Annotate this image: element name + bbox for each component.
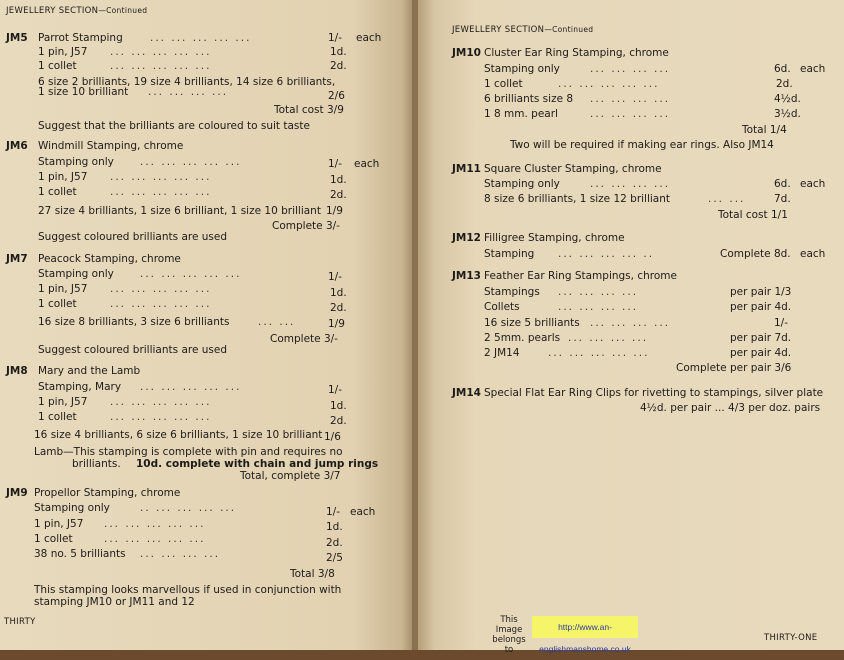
price: 2/5 <box>326 552 343 564</box>
item-title: Square Cluster Stamping, chrome <box>484 163 662 175</box>
line-text: 1 collet <box>34 533 73 545</box>
page-header: JEWELLERY SECTION—Continued <box>6 6 148 16</box>
note: Suggest coloured brilliants are used <box>38 231 228 243</box>
price: 1/9 <box>328 318 345 330</box>
price: 2d. <box>326 537 343 549</box>
line-text: Stampings <box>484 286 540 298</box>
price: 1d. <box>330 287 347 299</box>
price: 1d. <box>330 400 347 412</box>
page-number: THIRTY <box>4 617 36 627</box>
leader-dots: ... ... ... ... ... <box>110 186 212 198</box>
leader-dots: .. ... ... ... ... <box>140 502 237 514</box>
right-page <box>418 0 844 650</box>
line-text: 6 size 2 brilliants, 19 size 4 brilliants, 14 size 6 brilliants, <box>38 76 336 88</box>
price: 1/- <box>774 317 789 329</box>
line-text: 16 size 4 brilliants, 6 size 6 brilliants, 1 size 10 brilliant <box>34 429 323 441</box>
left-page <box>0 0 414 650</box>
page-number: THIRTY-ONE <box>764 633 818 643</box>
leader-dots: ... ... ... ... ... <box>104 533 206 545</box>
price: 1/- <box>328 384 343 396</box>
line-text: 2 5mm. pearls <box>484 332 561 344</box>
lamb-note: brilliants. <box>72 458 121 470</box>
item-code: JM12 <box>452 232 481 244</box>
price: 1/- <box>326 506 341 518</box>
line-text: 2 JM14 <box>484 347 520 359</box>
line-text: Stamping only <box>484 63 560 75</box>
lamb-note: Lamb—This stamping is complete with pin and requires no <box>34 446 343 458</box>
price: 6d. <box>774 178 791 190</box>
leader-dots: ... ... ... ... ... <box>110 298 212 310</box>
item-title: Feather Ear Ring Stampings, chrome <box>484 270 677 282</box>
leader-dots: ... ... ... ... ... <box>558 78 660 90</box>
note: Suggest that the brilliants are coloured to suit taste <box>38 120 310 132</box>
price: per pair 1/3 <box>730 286 792 298</box>
leader-dots: ... ... ... ... <box>558 286 639 298</box>
line-text: 1 collet <box>38 186 77 198</box>
leader-dots: ... ... ... ... <box>590 108 671 120</box>
leader-dots: ... ... ... ... ... <box>110 396 212 408</box>
item-code: JM9 <box>6 487 28 499</box>
price: 1d. <box>330 174 347 186</box>
line-text: 1 pin, J57 <box>38 396 88 408</box>
price: 1/9 <box>326 205 343 217</box>
price: 2d. <box>776 78 793 90</box>
line-text: 1 8 mm. pearl <box>484 108 558 120</box>
leader-dots: ... ... ... ... ... <box>548 347 650 359</box>
price: 1/- <box>328 271 343 283</box>
leader-dots: ... ... ... ... ... <box>110 46 212 58</box>
line-text: 1 pin, J57 <box>34 518 84 530</box>
price: 6d. <box>774 63 791 75</box>
item-code: JM14 <box>452 387 481 399</box>
watermark <box>488 613 640 655</box>
item-code: JM5 <box>6 32 28 44</box>
price: 1/- <box>328 158 343 170</box>
item-code: JM8 <box>6 365 28 377</box>
note: stamping JM10 or JM11 and 12 <box>34 596 195 608</box>
line-text: Stamping only <box>38 156 114 168</box>
total: Total, complete 3/7 <box>240 470 341 482</box>
leader-dots: ... ... ... ... <box>590 317 671 329</box>
leader-dots: ... ... ... ... ... <box>140 156 242 168</box>
leader-dots: ... ... ... ... <box>140 548 221 560</box>
price: 1d. <box>330 46 347 58</box>
item-title: Propellor Stamping, chrome <box>34 487 181 499</box>
price: 2d. <box>330 60 347 72</box>
line-text: Stamping only <box>34 502 110 514</box>
leader-dots: ... ... ... ... <box>590 178 671 190</box>
line-text: 1 size 10 brilliant <box>38 86 129 98</box>
price: per pair 4d. <box>730 301 792 313</box>
line-text: Stamping <box>484 248 535 260</box>
price: 2/6 <box>328 90 345 102</box>
line-text: 6 brilliants size 8 <box>484 93 574 105</box>
item-title: Windmill Stamping, chrome <box>38 140 184 152</box>
total: Total 3/8 <box>290 568 335 580</box>
total: Total 1/4 <box>742 124 787 136</box>
price: 1/6 <box>324 431 341 443</box>
unit: each <box>354 158 380 170</box>
item-title: Special Flat Ear Ring Clips for rivetting to stampings, silver plate <box>484 387 824 399</box>
price: 3½d. <box>774 108 801 120</box>
total: Total cost 3/9 <box>274 104 344 116</box>
line-text: 16 size 5 brilliants <box>484 317 580 329</box>
total: Complete 3/- <box>270 333 338 345</box>
item-title: Mary and the Lamb <box>38 365 141 377</box>
leader-dots: ... ... ... ... ... <box>104 518 206 530</box>
line-text: 1 pin, J57 <box>38 46 88 58</box>
line-text: 38 no. 5 brilliants <box>34 548 126 560</box>
leader-dots: ... ... <box>708 193 746 205</box>
leader-dots: ... ... ... ... ... <box>140 268 242 280</box>
leader-dots: ... ... ... ... ... <box>110 60 212 72</box>
note: Suggest coloured brilliants are used <box>38 344 228 356</box>
leader-dots: ... ... ... ... <box>148 86 229 98</box>
line-text: 1 collet <box>38 411 77 423</box>
price: 4½d. <box>774 93 801 105</box>
item-title: Parrot Stamping <box>38 32 123 44</box>
item-code: JM13 <box>452 270 481 282</box>
line-text: 1 collet <box>38 298 77 310</box>
price: 2d. <box>330 189 347 201</box>
leader-dots: ... ... ... ... ... <box>110 411 212 423</box>
price: per pair 4d. <box>730 347 792 359</box>
leader-dots: ... ... <box>258 316 296 328</box>
line-text: Stamping only <box>484 178 560 190</box>
total: Total cost 1/1 <box>718 209 788 221</box>
note: This stamping looks marvellous if used in conjunction with <box>34 584 342 596</box>
line-text: 1 pin, J57 <box>38 283 88 295</box>
price: 2d. <box>330 415 347 427</box>
leader-dots: ... ... ... ... <box>590 93 671 105</box>
watermark-label: This Image belongs to <box>492 615 526 655</box>
price: 1d. <box>326 521 343 533</box>
line-text: Collets <box>484 301 520 313</box>
line-text: 16 size 8 brilliants, 3 size 6 brilliants <box>38 316 230 328</box>
lamb-price: 10d. complete with chain and jump rings <box>136 458 379 470</box>
leader-dots: ... ... ... ... ... <box>140 381 242 393</box>
item-title: Filligree Stamping, chrome <box>484 232 625 244</box>
total: Complete 3/- <box>272 220 340 232</box>
price: 1/- <box>328 32 343 44</box>
item-code: JM7 <box>6 253 28 265</box>
price: per pair 7d. <box>730 332 792 344</box>
line-text: 8 size 6 brilliants, 1 size 12 brilliant <box>484 193 671 205</box>
leader-dots: ... ... ... ... <box>568 332 649 344</box>
unit: each <box>800 248 826 260</box>
item-code: JM11 <box>452 163 481 175</box>
unit: each <box>800 63 826 75</box>
leader-dots: ... ... ... ... ... <box>110 171 212 183</box>
leader-dots: ... ... ... ... <box>590 63 671 75</box>
leader-dots: ... ... ... ... ... <box>110 283 212 295</box>
price: 2d. <box>330 302 347 314</box>
line-text: Stamping only <box>38 268 114 280</box>
line-text: Stamping, Mary <box>38 381 122 393</box>
leader-dots: ... ... ... ... <box>558 301 639 313</box>
item-code: JM10 <box>452 47 481 59</box>
total: Complete per pair 3/6 <box>676 362 792 374</box>
price: 4½d. per pair ... 4/3 per doz. pairs <box>640 402 821 414</box>
item-title: Peacock Stamping, chrome <box>38 253 181 265</box>
line-text: 1 collet <box>484 78 523 90</box>
item-title: Cluster Ear Ring Stamping, chrome <box>484 47 669 59</box>
price: 7d. <box>774 193 791 205</box>
watermark-url: http://www.an-englishmanshome.co.uk <box>532 616 638 638</box>
line-text: 1 collet <box>38 60 77 72</box>
item-code: JM6 <box>6 140 28 152</box>
unit: each <box>800 178 826 190</box>
line-text: 1 pin, J57 <box>38 171 88 183</box>
price: Complete 8d. <box>720 248 791 260</box>
leader-dots: ... ... ... ... ... <box>150 32 252 44</box>
unit: each <box>350 506 376 518</box>
line-text: 27 size 4 brilliants, 1 size 6 brilliant, 1 size 10 brilliant <box>38 205 321 217</box>
note: Two will be required if making ear rings. Also JM14 <box>510 139 774 151</box>
page-header: JEWELLERY SECTION—Continued <box>452 25 594 35</box>
unit: each <box>356 32 382 44</box>
leader-dots: ... ... ... ... .. <box>558 248 655 260</box>
